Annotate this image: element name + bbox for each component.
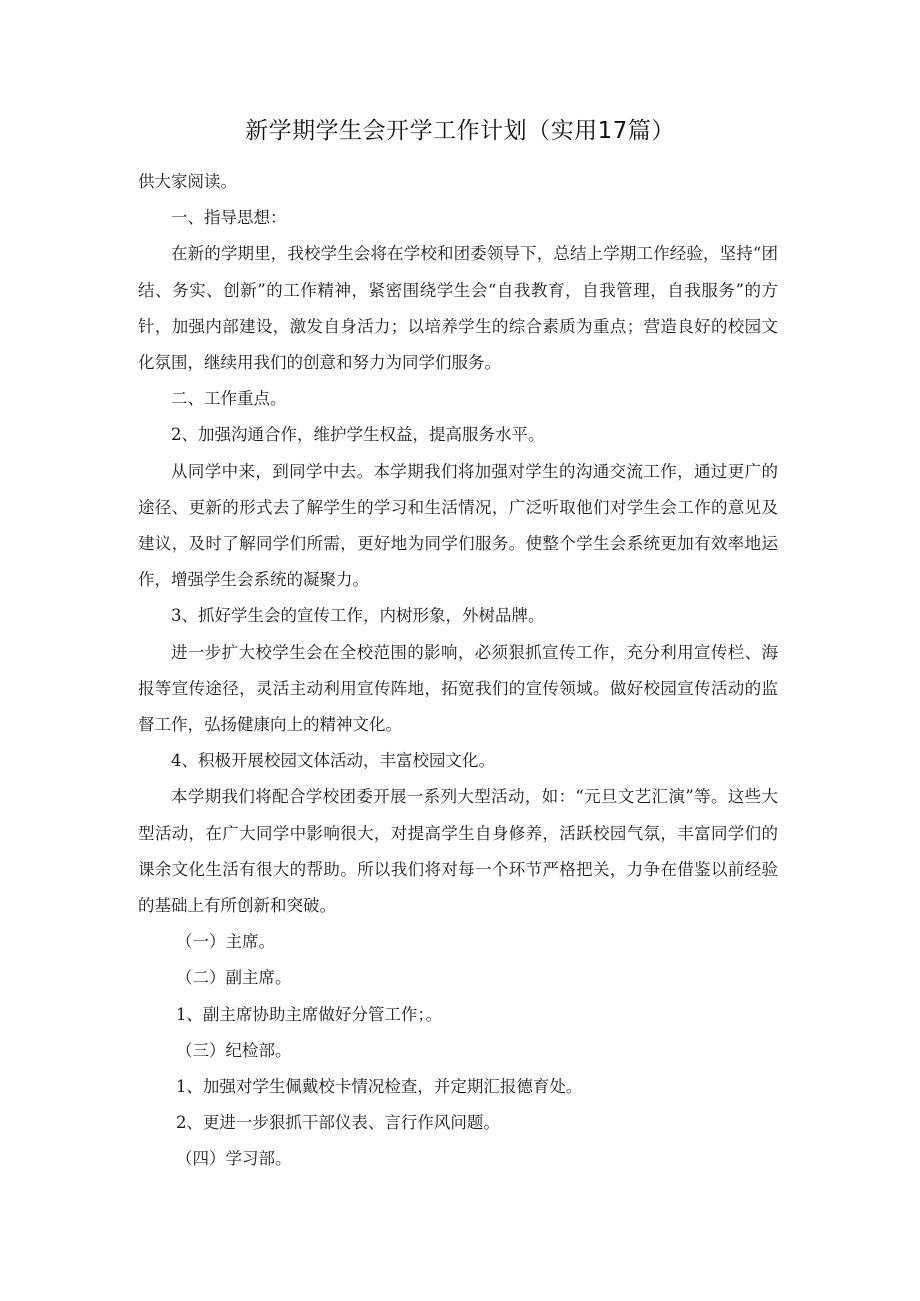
paragraph-communication: 从同学中来，到同学中去。本学期我们将加强对学生的沟通交流工作，通过更广的途径、更新的形式去了解学生的学习和生活情况，广泛听取他们对学生会工作的意见及建议，及时了解同学们所需，更好地为同学们服务。使整个学生会系统更加有效率地运作，增强学生会系统的凝聚力。 xyxy=(138,461,778,590)
subheading-study-dept: （四）学习部。 xyxy=(175,1149,292,1169)
section-heading-work-focus: 二、工作重点。 xyxy=(171,389,287,409)
item-discipline-duty-2: 2、更进一步狠抓干部仪表、言行作风问题。 xyxy=(175,1113,500,1133)
document-title: 新学期学生会开学工作计划（实用17篇） xyxy=(245,118,675,144)
intro-paragraph: 供大家阅读。 xyxy=(138,172,237,191)
item-heading-publicity: 3、抓好学生会的宣传工作，内树形象，外树品牌。 xyxy=(171,606,545,626)
item-heading-communication: 2、加强沟通合作，维护学生权益，提高服务水平。 xyxy=(171,425,545,445)
document-body xyxy=(138,164,778,1178)
subheading-vice-chairman: （二）副主席。 xyxy=(175,968,292,988)
item-vice-chairman-duty: 1、副主席协助主席做好分管工作；。 xyxy=(175,1004,443,1024)
paragraph-activities: 本学期我们将配合学校团委开展一系列大型活动，如：“元旦文艺汇演”等。这些大型活动，在广大同学中影响很大，对提高学生自身修养，活跃校园气氛，丰富同学们的课余文化生活有很大的帮助。所以我们将对每一个环节严格把关，力争在借鉴以前经验的基础上有所创新和突破。 xyxy=(138,787,778,916)
subheading-discipline-dept: （三）纪检部。 xyxy=(175,1040,292,1060)
section-heading-guiding-ideology: 一、指导思想： xyxy=(171,208,287,228)
paragraph-guiding-ideology: 在新的学期里，我校学生会将在学校和团委领导下，总结上学期工作经验，坚持“团结、务实、创新”的工作精神，紧密围绕学生会“自我教育，自我管理，自我服务”的方针，加强内部建设，激发自身活力；以培养学生的综合素质为重点；营造良好的校园文化氛围，继续用我们的创意和努力为同学们服务。 xyxy=(138,244,778,373)
paragraph-publicity: 进一步扩大校学生会在全校范围的影响，必须狠抓宣传工作，充分利用宣传栏、海报等宣传途径，灵活主动利用宣传阵地，拓宽我们的宣传领域。做好校园宣传活动的监督工作，弘扬健康向上的精神文化。 xyxy=(138,642,778,735)
item-heading-activities: 4、积极开展校园文体活动，丰富校园文化。 xyxy=(171,751,495,771)
subheading-chairman: （一）主席。 xyxy=(175,932,275,952)
item-discipline-duty-1: 1、加强对学生佩戴校卡情况检查，并定期汇报德育处。 xyxy=(175,1077,583,1097)
